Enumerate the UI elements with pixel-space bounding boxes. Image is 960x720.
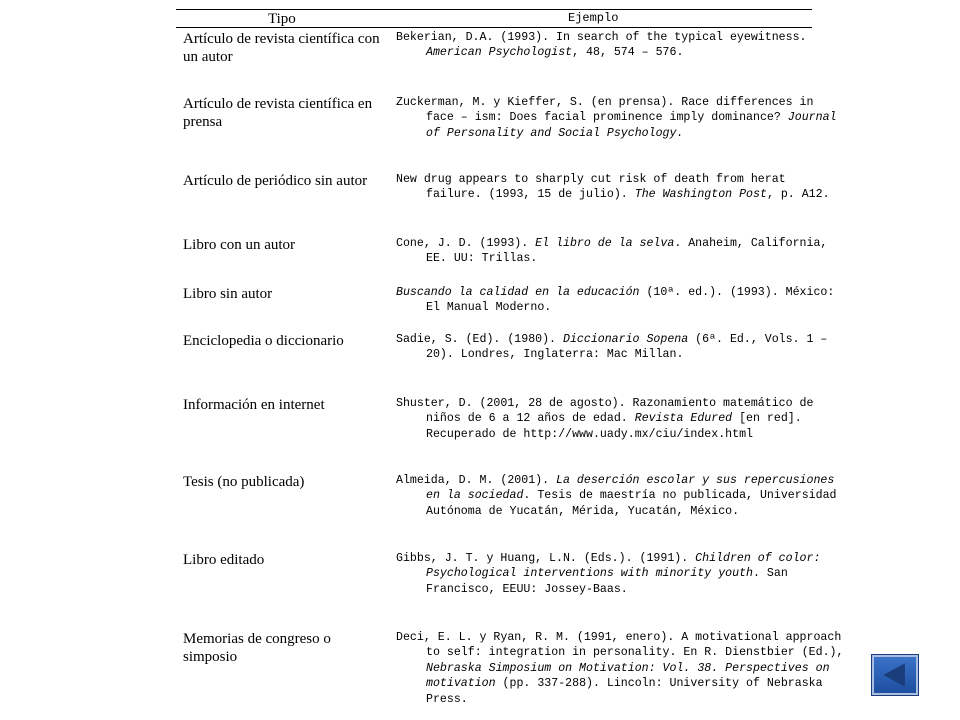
row-tipo: Artículo de revista científica en prensa xyxy=(183,96,373,130)
column-header-ejemplo: Ejemplo xyxy=(568,11,619,25)
column-header-tipo: Tipo xyxy=(268,11,296,27)
reference-text: (10ª. ed.). (1993). México: El Manual Moderno. xyxy=(426,286,835,315)
row-ejemplo xyxy=(396,396,844,442)
reference-italic-text: American Psychologist xyxy=(426,46,573,60)
row-tipo: Libro sin autor xyxy=(183,286,273,302)
reference-italic-text: Buscando la calidad en la educación xyxy=(396,286,640,299)
reference-text: Sadie, S. (Ed). (1980). xyxy=(396,333,563,346)
row-ejemplo xyxy=(396,95,844,141)
reference-text: Deci, E. L. y Ryan, R. M. (1991, enero). A motivational approach to self: integration in personality. En R. Dienstbier (Ed.), xyxy=(396,631,844,660)
row-ejemplo xyxy=(396,551,844,597)
reference-text: New drug appears to sharply cut risk of death from herat failure. (1993, 15 de julio). xyxy=(396,173,786,202)
row-ejemplo xyxy=(396,172,844,203)
reference-text: , p. A12. xyxy=(766,188,830,202)
row-tipo: Tesis (no publicada) xyxy=(183,474,305,490)
reference-italic-text: Nebraska Simposium on Motivation: Vol. 38. Perspectives on motivation xyxy=(426,661,830,691)
triangle-left-icon xyxy=(874,657,916,693)
row-ejemplo xyxy=(396,473,844,519)
row-ejemplo xyxy=(396,630,844,707)
reference-text: . Anaheim, California, EE. UU: Trillas. xyxy=(426,237,828,266)
reference-text: Almeida, D. M. (2001). xyxy=(396,474,557,487)
reference-italic-text: Diccionario Sopena xyxy=(562,333,689,346)
reference-italic-text: The Washington Post xyxy=(634,188,767,202)
row-tipo: Libro con un autor xyxy=(183,237,296,253)
row-tipo: Libro editado xyxy=(183,552,265,568)
row-tipo: Información en internet xyxy=(183,397,325,413)
row-ejemplo xyxy=(396,332,844,363)
reference-italic-text: El libro de la selva xyxy=(535,237,675,250)
reference-italic-text: Revista Edured xyxy=(634,412,733,426)
reference-text: Gibbs, J. T. y Huang, L.N. (Eds.). (1991). xyxy=(396,552,696,565)
row-tipo: Artículo de revista científica con un autor xyxy=(183,31,380,65)
reference-text: Cone, J. D. (1993). xyxy=(396,237,536,250)
reference-text: (6ª. Ed., Vols. 1 – 20). Londres, Inglaterra: Mac Millan. xyxy=(426,333,828,362)
reference-text: . San Francisco, EEUU: Jossey-Baas. xyxy=(426,567,788,596)
row-ejemplo xyxy=(396,236,844,267)
reference-text: Zuckerman, M. y Kieffer, S. (en prensa). Race differences in face – ism: Does facial prominence imply dominance? xyxy=(396,96,814,125)
row-ejemplo xyxy=(396,30,844,61)
row-ejemplo xyxy=(396,285,844,316)
reference-text: (pp. 337-288). Lincoln: University of Nebraska Press. xyxy=(426,677,823,706)
reference-text: . Tesis de maestría no publicada, Universidad Autónoma de Yucatán, Mérida, Yucatán, México. xyxy=(426,489,837,518)
row-tipo: Artículo de periódico sin autor xyxy=(183,173,368,189)
reference-text: Bekerian, D.A. (1993). In search of the typical eyewitness. xyxy=(396,31,807,44)
reference-italic-text: Children of color: Psychological interventions with minority youth xyxy=(426,552,821,581)
reference-italic-text: La deserción escolar y sus repercusiones en la sociedad xyxy=(426,474,835,503)
reference-text: , 48, 574 – 576. xyxy=(572,46,684,60)
table-top-rule xyxy=(176,9,812,10)
row-tipo: Enciclopedia o diccionario xyxy=(183,333,344,349)
reference-text: [en red]. Recuperado de http://www.uady.mx/ciu/index.html xyxy=(426,412,802,441)
back-button[interactable] xyxy=(872,655,918,695)
table-header-rule xyxy=(176,27,812,28)
reference-text: Shuster, D. (2001, 28 de agosto). Razonamiento matemático de niños de 6 a 12 años de edad. xyxy=(396,397,814,426)
reference-italic-text: Journal of Personality and Social Psychology. xyxy=(426,111,837,140)
row-tipo: Memorias de congreso o simposio xyxy=(183,631,331,665)
